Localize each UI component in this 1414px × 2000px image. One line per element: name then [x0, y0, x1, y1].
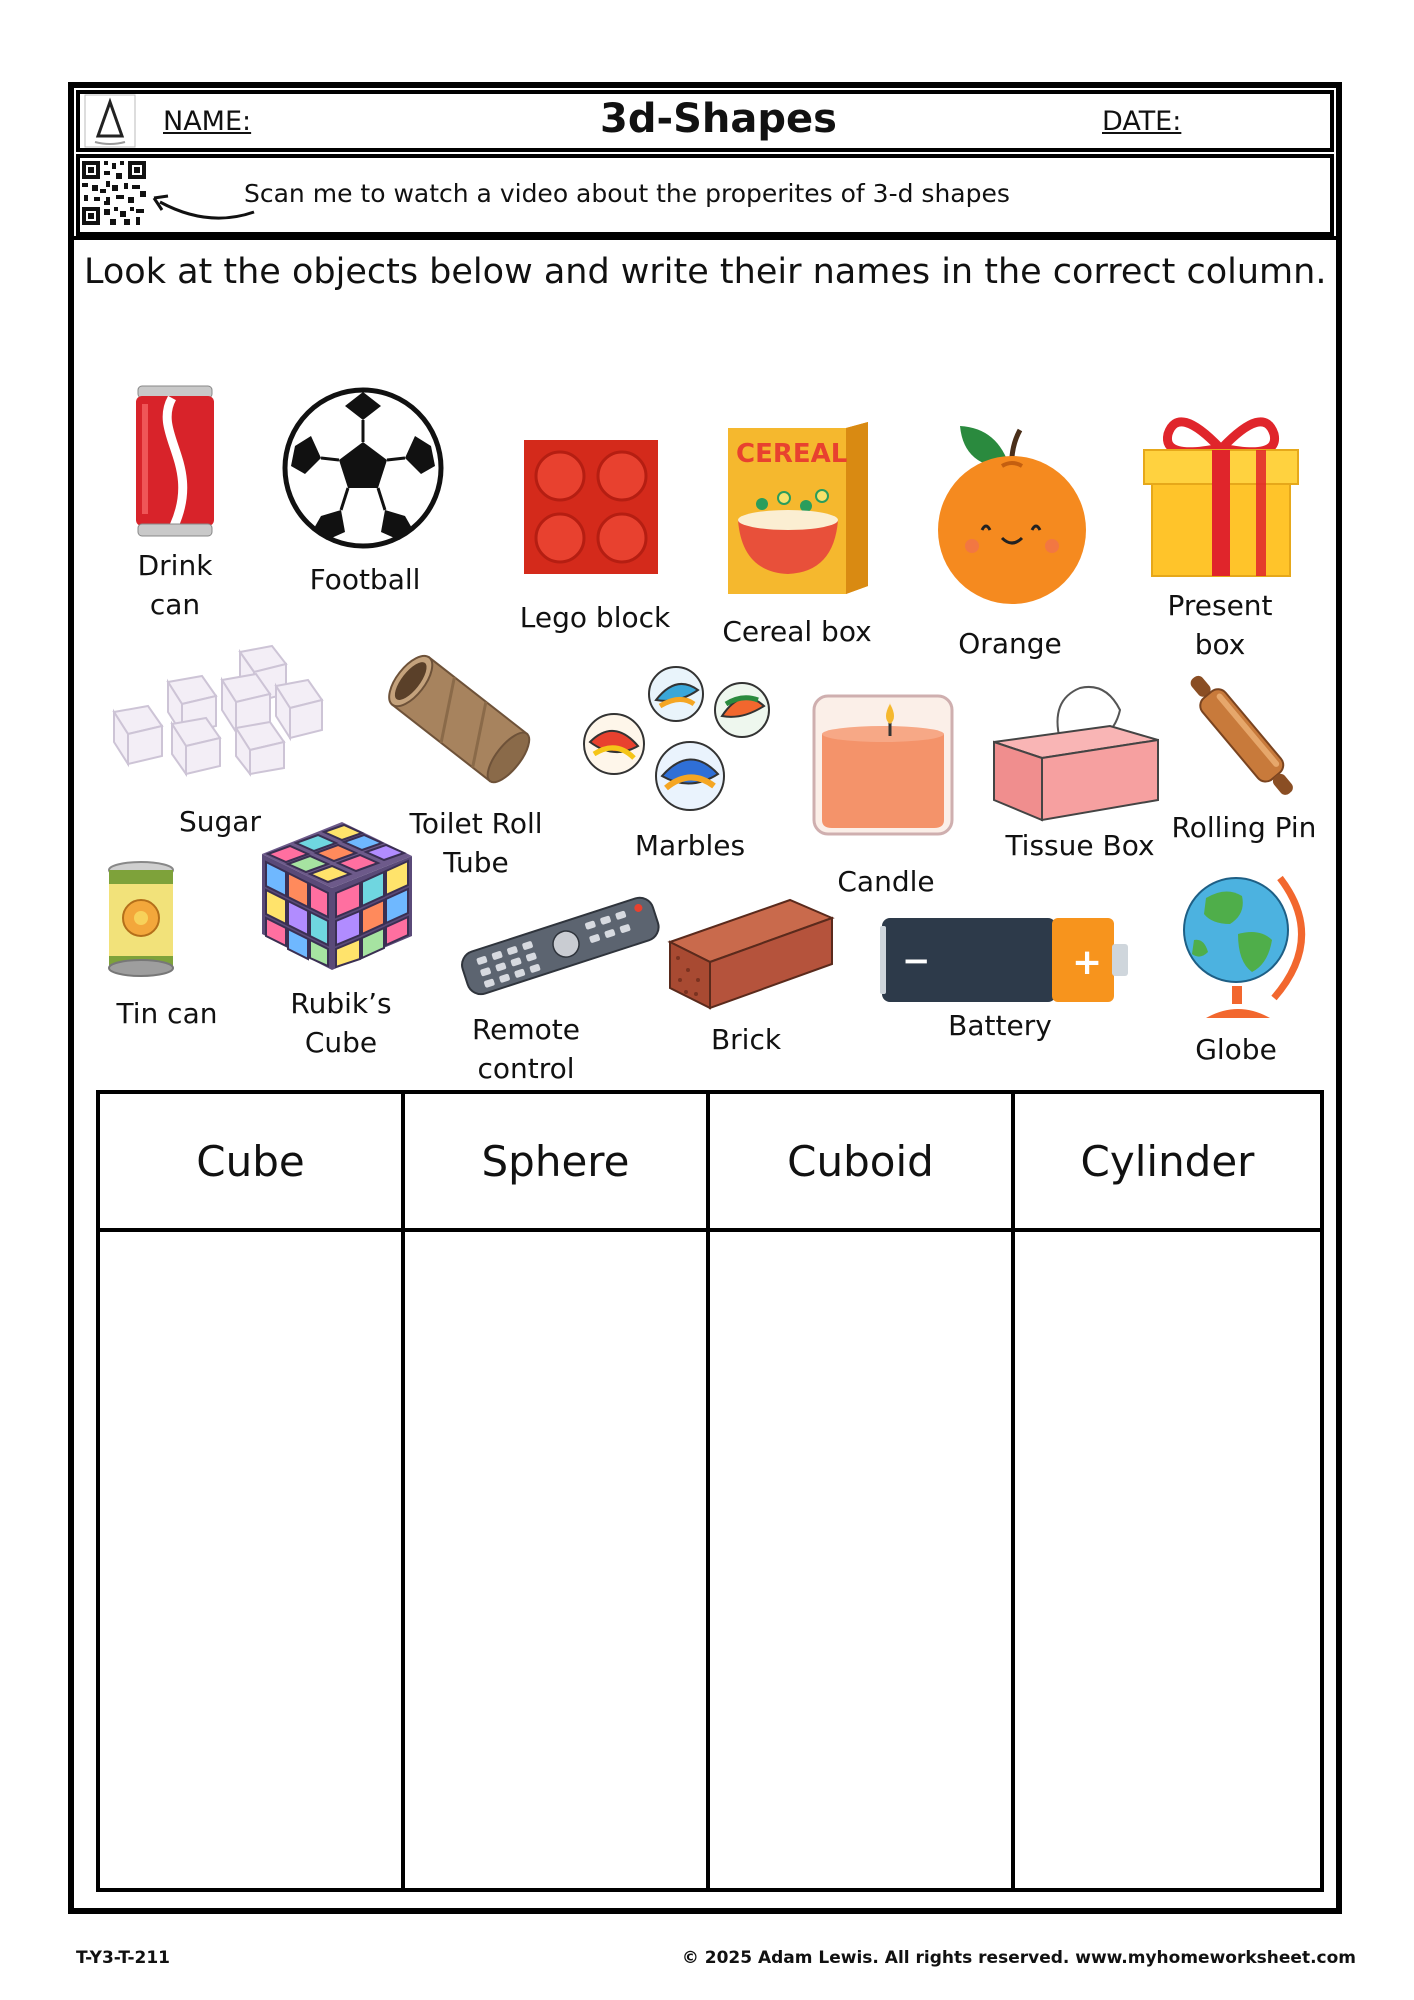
instruction: Look at the objects below and write their names in the correct column.: [84, 252, 1327, 292]
battery-minus: −: [902, 941, 931, 981]
date-label: DATE:: [1102, 106, 1182, 137]
object-label: Rolling Pin: [1171, 811, 1317, 844]
rolling-pin-icon: [1176, 668, 1306, 804]
globe-icon: [1176, 868, 1316, 1024]
answer-cell-cube[interactable]: [100, 1232, 405, 1888]
column-header-cylinder: Cylinder: [1015, 1094, 1320, 1232]
sorting-table: [96, 1090, 1324, 1892]
object-label: Drink can: [137, 549, 213, 621]
object-label: Candle: [837, 865, 935, 898]
object-label: Globe: [1195, 1033, 1277, 1066]
object-label: Toilet Roll Tube: [409, 807, 543, 879]
toilet-roll-tube-icon: [380, 650, 536, 786]
object-label: Remote control: [471, 1013, 581, 1085]
drink-can-icon: [132, 384, 218, 540]
remote-control-icon: [456, 890, 664, 1000]
object-label: Tin can: [116, 997, 218, 1030]
answer-cell-cylinder[interactable]: [1015, 1232, 1320, 1888]
divider: [72, 236, 1338, 240]
orange-icon: [924, 418, 1100, 606]
cereal-box-icon: [722, 422, 872, 596]
curved-arrow-icon: [148, 188, 258, 228]
object-label: Lego block: [519, 601, 671, 634]
object-label: Present box: [1167, 589, 1273, 661]
football-icon: [281, 386, 445, 550]
object-label: Sugar: [179, 805, 261, 838]
column-header-cuboid: Cuboid: [710, 1094, 1015, 1232]
qr-note: Scan me to watch a video about the properites of 3-d shapes: [244, 179, 1010, 208]
marbles-icon: [580, 664, 776, 814]
column-header-cube: Cube: [100, 1094, 405, 1232]
present-box-icon: [1138, 404, 1304, 580]
lego-block-icon: [524, 440, 658, 574]
column-header-sphere: Sphere: [405, 1094, 710, 1232]
object-label: Cereal box: [722, 615, 872, 648]
tin-can-icon: [106, 860, 176, 978]
page-title: 3d-Shapes: [600, 96, 837, 142]
object-label: Battery: [948, 1009, 1052, 1042]
object-label: Orange: [958, 627, 1062, 660]
qr-code-icon[interactable]: [80, 159, 148, 227]
answer-cell-cuboid[interactable]: [710, 1232, 1015, 1888]
brick-icon: [666, 896, 836, 1012]
logo-triangle-icon: [84, 94, 136, 148]
cereal-box-print: CEREAL: [736, 439, 848, 469]
sugar-cubes-icon: [110, 646, 324, 776]
object-label: Tissue Box: [1005, 829, 1155, 862]
rubiks-cube-icon: [258, 816, 416, 974]
tissue-box-icon: [990, 680, 1162, 826]
answer-cell-sphere[interactable]: [405, 1232, 710, 1888]
worksheet-code: T-Y3-T-211: [76, 1948, 170, 1968]
battery-icon: [876, 916, 1132, 1004]
object-label: Rubik’s Cube: [290, 987, 392, 1059]
battery-plus: +: [1072, 942, 1103, 983]
name-label: NAME:: [163, 106, 252, 137]
copyright: © 2025 Adam Lewis. All rights reserved. www.myhomeworksheet.com: [681, 1948, 1356, 1968]
object-label: Football: [309, 563, 421, 596]
object-label: Marbles: [634, 829, 746, 862]
candle-icon: [810, 692, 956, 838]
object-label: Brick: [710, 1023, 782, 1056]
